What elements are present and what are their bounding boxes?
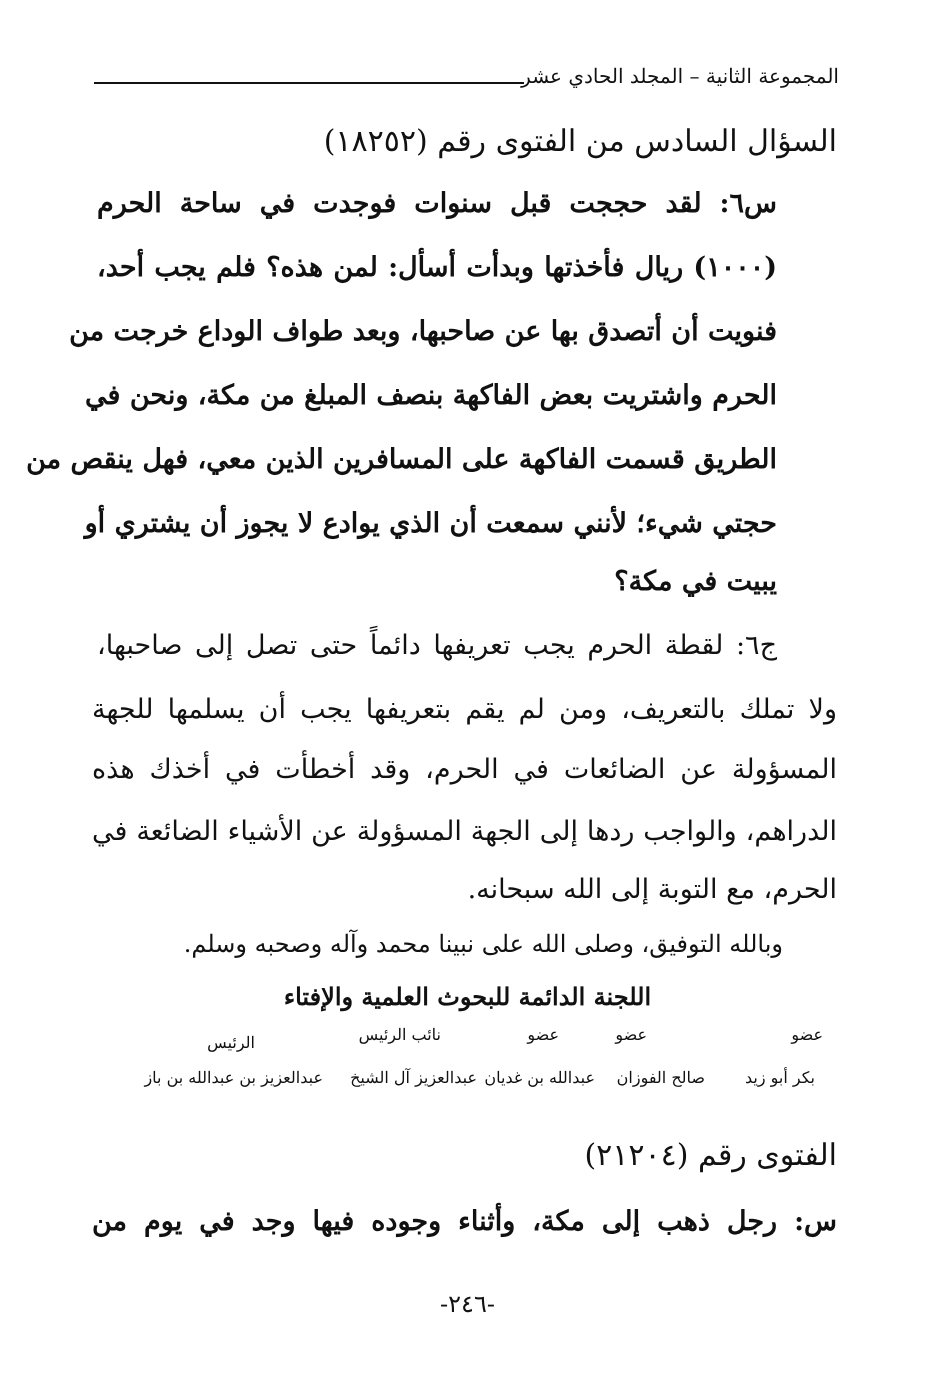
question-line: س٦: لقد حججت قبل سنوات فوجدت في ساحة الحرم	[97, 188, 777, 219]
signatory-name: عبدالله بن غديان	[484, 1068, 595, 1087]
header-title: المجموعة الثانية – المجلد الحادي عشر	[521, 64, 839, 88]
signatory-name: صالح الفوزان	[616, 1068, 705, 1087]
question-line: حجتي شيء؛ لأنني سمعت أن الذي يوادع لا يجوز أن يشتري أو	[84, 508, 777, 539]
signatory-name: عبدالعزيز آل الشيخ	[350, 1068, 477, 1087]
header-rule	[94, 82, 524, 84]
question-heading: السؤال السادس من الفتوى رقم (١٨٢٥٢)	[323, 124, 837, 159]
signatory-role: الرئيس	[207, 1033, 255, 1052]
question-line: (١٠٠٠) ريال فأخذتها وبدأت أسأل: لمن هذه؟ فلم يجب أحد،	[97, 252, 777, 283]
signatory-name: عبدالعزيز بن عبدالله بن باز	[144, 1068, 323, 1087]
signatory-role: عضو	[527, 1025, 559, 1044]
answer-line: المسؤولة عن الضائعات في الحرم، وقد أخطأت في أخذك هذه	[92, 754, 837, 785]
signatory-role: عضو	[615, 1025, 647, 1044]
question2-line: س: رجل ذهب إلى مكة، وأثناء وجوده فيها وجد في يوم من	[92, 1206, 837, 1237]
committee-name: اللجنة الدائمة للبحوث العلمية والإفتاء	[283, 982, 652, 1011]
question-line: الطريق قسمت الفاكهة على المسافرين الذين معي، فهل ينقص من	[26, 444, 777, 475]
fatwa-heading: الفتوى رقم (٢١٢٠٤)	[584, 1138, 837, 1173]
running-header	[94, 60, 839, 96]
signatory-role: عضو	[791, 1025, 823, 1044]
answer-line: الحرم، مع التوبة إلى الله سبحانه.	[467, 874, 837, 905]
question-line: يبيت في مكة؟	[614, 566, 777, 597]
answer-line: ج٦: لقطة الحرم يجب تعريفها دائماً حتى تصل إلى صاحبها،	[97, 630, 777, 661]
answer-line: ولا تملك بالتعريف، ومن لم يقم بتعريفها يجب أن يسلمها للجهة	[92, 694, 837, 725]
answer-line: الدراهم، والواجب ردها إلى الجهة المسؤولة عن الأشياء الضائعة في	[92, 816, 837, 847]
signatory-role: نائب الرئيس	[358, 1025, 441, 1044]
signatory-name: بكر أبو زيد	[744, 1068, 815, 1087]
closing-text: وبالله التوفيق، وصلى الله على نبينا محمد وآله وصحبه وسلم.	[183, 930, 783, 958]
question-line: الحرم واشتريت بعض الفاكهة بنصف المبلغ من مكة، ونحن في	[85, 380, 777, 411]
question-line: فنويت أن أتصدق بها عن صاحبها، وبعد طواف الوداع خرجت من	[69, 316, 777, 347]
page-number: -٢٤٦-	[440, 1290, 495, 1318]
